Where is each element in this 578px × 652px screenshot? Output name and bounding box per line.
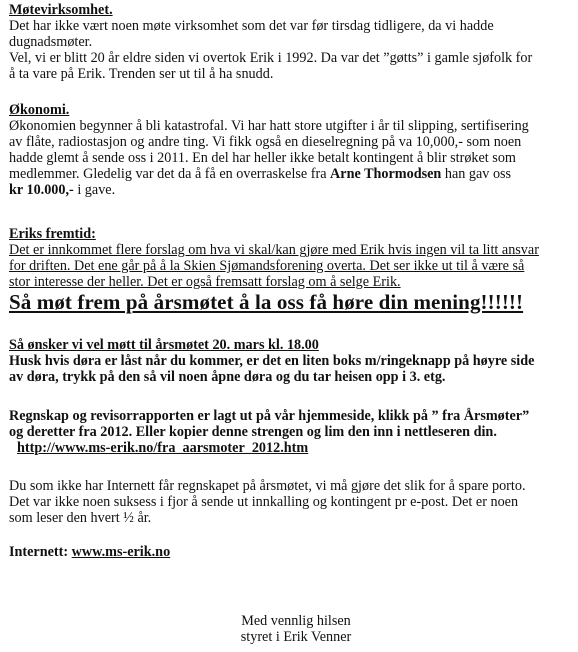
section-economy — [9, 102, 571, 198]
donor-name: Arne Thormodsen — [330, 166, 442, 182]
report-url-link[interactable]: http://www.ms-erik.no/fra_aarsmoter_2012.htm — [17, 440, 309, 456]
economy-text: medlemmer. Gledelig var det da å få en overraskelse fra — [9, 166, 331, 182]
future-heading: Eriks fremtid: — [9, 226, 96, 242]
section-meetings — [9, 2, 571, 82]
economy-line: hadde glemt å sende oss i 2011. En del har heller ikke betalt kontingent å blir strøket som — [9, 150, 516, 166]
signature — [0, 613, 578, 645]
section-reports — [9, 408, 571, 456]
economy-text: i gave. — [73, 182, 116, 198]
door-instructions: av døra, trykk på den så vil noen åpne døra og du tar heisen opp i 3. etg. — [9, 369, 446, 385]
post-info: Du som ikke har Internett får regnskapet på årsmøtet, vi må gjøre det slik for å spare porto. — [9, 478, 526, 494]
meetings-line: dugnadsmøter. — [9, 34, 93, 50]
website-link[interactable]: www.ms-erik.no — [71, 544, 171, 560]
economy-line: Økonomien begynner å bli katastrofal. Vi har hatt store utgifter i år til slipping, sertifisering — [9, 118, 529, 134]
economy-heading: Økonomi. — [9, 102, 70, 118]
section-future — [9, 226, 571, 314]
internet-label: Internett: — [9, 544, 69, 560]
door-instructions: Husk hvis døra er låst når du kommer, er det en liten boks m/ringeknapp på høyre side — [9, 353, 535, 369]
economy-line — [9, 182, 571, 198]
economy-line: av flåte, radiostasjon og andre ting. Vi fikk også en dieselregning på va 10,000,- som noen — [9, 134, 522, 150]
future-line: for driften. Det ene går på å la Skien Sjømandsforening overta. Det ser ikke ut til å være så — [9, 258, 525, 274]
future-line: Det er innkommet flere forslag om hva vi skal/kan gjøre med Erik hvis ingen vil ta litt ansvar — [9, 242, 539, 258]
greeting: Med vennlig hilsen — [241, 613, 351, 629]
meeting-callout: Så møt frem på årsmøtet å la oss få høre din mening!!!!!! — [9, 290, 524, 314]
section-internet — [9, 544, 571, 560]
meetings-line: Vel, vi er blitt 20 år eldre siden vi overtok Erik i 1992. Da var det ”gøtts” i gamle sjøfolk for — [9, 50, 533, 66]
internet-line — [9, 544, 571, 560]
section-annual-meeting — [9, 337, 571, 385]
economy-line — [9, 166, 571, 182]
report-info: Regnskap og revisorrapporten er lagt ut på vår hjemmeside, klikk på ” fra Årsmøter” — [9, 408, 530, 424]
meetings-line: å ta vare på Erik. Trenden ser ut til å ha snudd. — [9, 66, 274, 82]
post-info: som leser den hvert ½ år. — [9, 510, 152, 526]
economy-text: han gav oss — [441, 166, 512, 182]
report-link-line — [9, 440, 571, 456]
meetings-heading: Møtevirksomhet. — [9, 2, 113, 18]
sender: styret i Erik Venner — [240, 629, 352, 645]
future-line: stor interesse der heller. Det er også fremsatt forslag om å selge Erik. — [9, 274, 401, 290]
section-no-internet — [9, 478, 571, 526]
meetings-line: Det har ikke vært noen møte virksomhet som det var før tirsdag tidligere, da vi hadde — [9, 18, 494, 34]
annual-meeting-heading: Så ønsker vi vel møtt til årsmøtet 20. mars kl. 18.00 — [9, 337, 319, 353]
post-info: Det var ikke noen suksess i fjor å sende ut innkalling og kontingent pr e-post. Det er noen — [9, 494, 519, 510]
gift-amount: kr 10.000,- — [9, 182, 74, 198]
report-info: og deretter fra 2012. Eller kopier denne strengen og lim den inn i nettleseren din. — [9, 424, 497, 440]
